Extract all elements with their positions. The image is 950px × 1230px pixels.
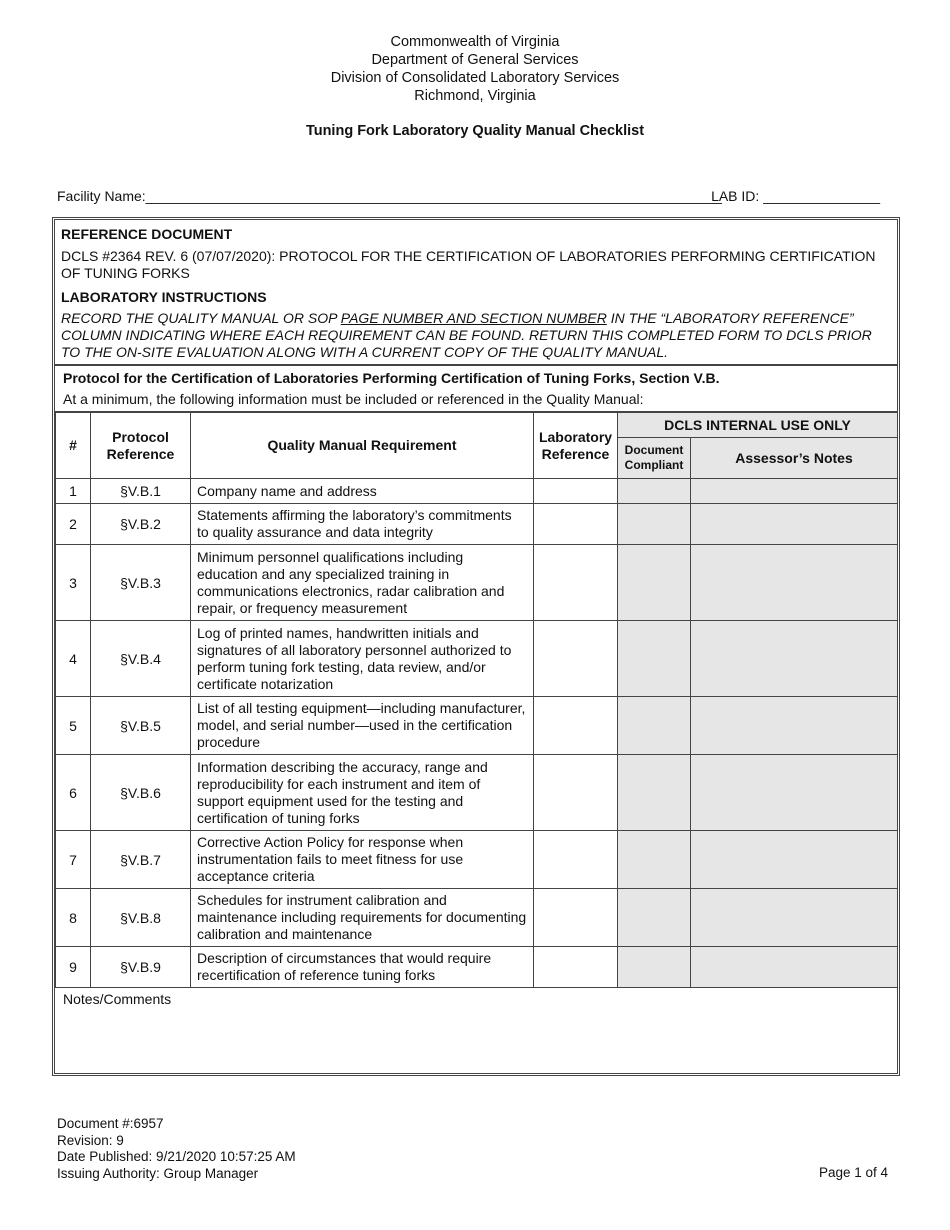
- row-requirement: Minimum personnel qualifications including education and any specialized training in communications electronics, radar calibration and repair, or frequency measurement: [191, 545, 534, 621]
- row-protocol-ref: §V.B.7: [91, 831, 191, 889]
- lab-reference-cell[interactable]: [534, 755, 618, 831]
- instructions-text: [61, 310, 881, 361]
- assessor-notes-cell[interactable]: [691, 697, 898, 755]
- compliant-cell[interactable]: [618, 479, 691, 504]
- row-protocol-ref: §V.B.1: [91, 479, 191, 504]
- page-number: Page 1 of 4: [818, 1165, 888, 1180]
- table-row: [56, 479, 898, 504]
- header-line: Division of Consolidated Laboratory Services: [330, 70, 620, 86]
- facility-name-field[interactable]: Facility Name:__________________________________________________________________________: [57, 188, 722, 204]
- header-line: Richmond, Virginia: [414, 88, 536, 104]
- row-number: 6: [56, 755, 91, 831]
- lab-reference-cell[interactable]: [534, 697, 618, 755]
- row-protocol-ref: §V.B.3: [91, 545, 191, 621]
- lab-reference-cell[interactable]: [534, 479, 618, 504]
- protocol-heading-block: [55, 366, 897, 412]
- header-line: Department of General Services: [371, 52, 579, 68]
- assessor-notes-cell[interactable]: [691, 545, 898, 621]
- lab-reference-cell[interactable]: [534, 545, 618, 621]
- row-requirement: Schedules for instrument calibration and maintenance including requirements for documenting calibration and maintenance: [191, 889, 534, 947]
- compliant-cell[interactable]: [618, 889, 691, 947]
- row-requirement: Corrective Action Policy for response when instrumentation fails to meet fitness for use acceptance criteria: [191, 831, 534, 889]
- row-protocol-ref: §V.B.2: [91, 504, 191, 545]
- compliant-cell[interactable]: [618, 545, 691, 621]
- instructions-part: RECORD THE QUALITY MANUAL OR SOP: [61, 310, 341, 326]
- reference-heading: REFERENCE DOCUMENT: [61, 226, 233, 242]
- row-requirement: Information describing the accuracy, range and reproducibility for each instrument and item of support equipment used for the testing and certification of tuning forks: [191, 755, 534, 831]
- table-row: [56, 889, 898, 947]
- row-number: 1: [56, 479, 91, 504]
- lab-reference-cell[interactable]: [534, 504, 618, 545]
- assessor-notes-cell[interactable]: [691, 947, 898, 988]
- assessor-notes-cell[interactable]: [691, 831, 898, 889]
- facility-row: [57, 188, 880, 204]
- requirements-table: [55, 412, 898, 988]
- row-requirement: Statements affirming the laboratory’s commitments to quality assurance and data integrity: [191, 504, 534, 545]
- assessor-notes-cell[interactable]: [691, 504, 898, 545]
- col-header-requirement: Quality Manual Requirement: [191, 413, 534, 479]
- col-header-num: #: [56, 413, 91, 479]
- compliant-cell[interactable]: [618, 755, 691, 831]
- assessor-notes-cell[interactable]: [691, 479, 898, 504]
- assessor-notes-cell[interactable]: [691, 889, 898, 947]
- row-number: 4: [56, 621, 91, 697]
- compliant-cell[interactable]: [618, 504, 691, 545]
- compliant-cell[interactable]: [618, 947, 691, 988]
- table-row: [56, 697, 898, 755]
- letterhead: [0, 33, 950, 105]
- compliant-cell[interactable]: [618, 697, 691, 755]
- row-protocol-ref: §V.B.6: [91, 755, 191, 831]
- table-row: [56, 947, 898, 988]
- col-header-lab-ref: Laboratory Reference: [534, 413, 618, 479]
- footer-issuing-authority: Issuing Authority: Group Manager: [57, 1165, 259, 1181]
- assessor-notes-cell[interactable]: [691, 621, 898, 697]
- reference-block: [55, 220, 897, 366]
- row-protocol-ref: §V.B.5: [91, 697, 191, 755]
- row-number: 2: [56, 504, 91, 545]
- col-header-assessor-notes: Assessor’s Notes: [691, 438, 898, 479]
- protocol-intro: At a minimum, the following information must be included or referenced in the Quality Manual:: [63, 391, 644, 407]
- table-row: [56, 831, 898, 889]
- document-title: Tuning Fork Laboratory Quality Manual Checklist: [305, 123, 645, 139]
- table-row: [56, 504, 898, 545]
- header-line: Commonwealth of Virginia: [390, 34, 560, 50]
- assessor-notes-cell[interactable]: [691, 755, 898, 831]
- compliant-cell[interactable]: [618, 831, 691, 889]
- col-header-internal: DCLS INTERNAL USE ONLY: [618, 413, 898, 438]
- checklist-form: [52, 217, 900, 1076]
- table-row: [56, 621, 898, 697]
- protocol-heading: Protocol for the Certification of Laboratories Performing Certification of Tuning Forks, Section V.B.: [63, 370, 720, 386]
- lab-id-field[interactable]: LAB ID: _______________: [711, 188, 880, 204]
- row-protocol-ref: §V.B.9: [91, 947, 191, 988]
- lab-reference-cell[interactable]: [534, 947, 618, 988]
- table-row: [56, 755, 898, 831]
- compliant-cell[interactable]: [618, 621, 691, 697]
- row-number: 7: [56, 831, 91, 889]
- col-header-protocol-ref: Protocol Reference: [91, 413, 191, 479]
- instructions-underlined: PAGE NUMBER AND SECTION NUMBER: [340, 310, 607, 326]
- row-protocol-ref: §V.B.4: [91, 621, 191, 697]
- row-number: 8: [56, 889, 91, 947]
- notes-comments-area[interactable]: [55, 987, 897, 1073]
- row-requirement: Log of printed names, handwritten initials and signatures of all laboratory personnel authorized to perform tuning fork testing, data review, and/or certificate notarization: [191, 621, 534, 697]
- row-requirement: List of all testing equipment—including manufacturer, model, and serial number—used in the certification procedure: [191, 697, 534, 755]
- row-number: 3: [56, 545, 91, 621]
- footer-document-number: Document #:6957: [57, 1116, 164, 1131]
- reference-text: DCLS #2364 REV. 6 (07/07/2020): PROTOCOL FOR THE CERTIFICATION OF LABORATORIES PERFORMING CERTIFICATION OF TUNING FORKS: [61, 248, 876, 281]
- lab-reference-cell[interactable]: [534, 889, 618, 947]
- lab-reference-cell[interactable]: [534, 831, 618, 889]
- footer-revision: Revision: 9: [57, 1132, 124, 1148]
- row-requirement: Company name and address: [191, 479, 534, 504]
- document-footer: [57, 1116, 296, 1182]
- row-number: 5: [56, 697, 91, 755]
- notes-label: Notes/Comments: [63, 991, 172, 1007]
- col-header-compliant: Document Compliant: [618, 438, 691, 479]
- row-number: 9: [56, 947, 91, 988]
- instructions-heading: LABORATORY INSTRUCTIONS: [61, 289, 267, 305]
- row-protocol-ref: §V.B.8: [91, 889, 191, 947]
- instructions-part: IN THE “LABORATORY REFERENCE” COLUMN INDICATING WHERE EACH REQUIREMENT CAN BE FOUND. RETURN THIS COMPLETED FORM TO DCLS PRIOR TO THE ON-SITE EVALUATION ALONG WITH A CURRENT COPY OF THE QUALITY MANUAL.: [61, 310, 872, 360]
- footer-date-published: Date Published: 9/21/2020 10:57:25 AM: [57, 1149, 296, 1164]
- lab-reference-cell[interactable]: [534, 621, 618, 697]
- table-row: [56, 545, 898, 621]
- row-requirement: Description of circumstances that would require recertification of reference tuning forks: [191, 947, 534, 988]
